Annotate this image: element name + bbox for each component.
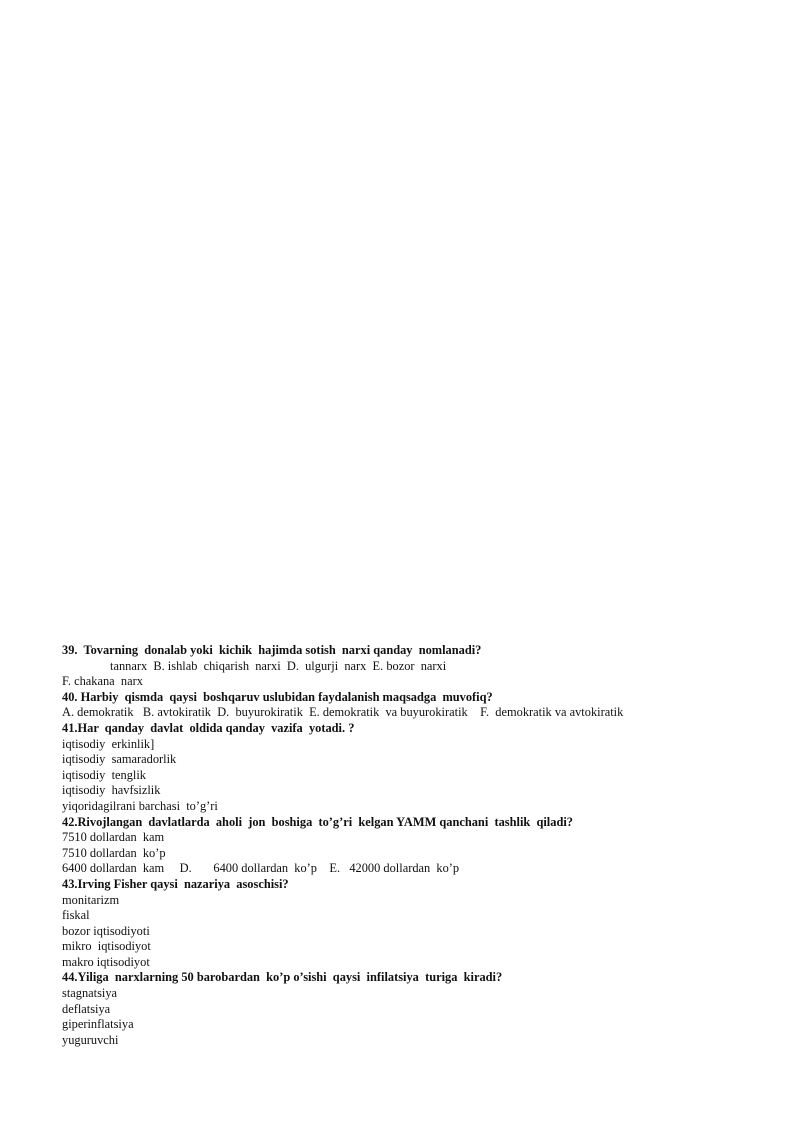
answer-line: F. chakana narx bbox=[62, 674, 143, 689]
question-block bbox=[62, 690, 762, 721]
question-text: 39. Tovarning donalab yoki kichik hajimda sotish narxi qanday nomlanadi? bbox=[62, 643, 482, 657]
answer-line: iqtisodiy tenglik bbox=[62, 767, 146, 782]
answer-line: monitarizm bbox=[62, 892, 120, 907]
question-list bbox=[62, 643, 762, 1048]
question-block bbox=[62, 815, 762, 877]
answer-line: bozor iqtisodiyoti bbox=[62, 923, 150, 938]
question-text: 43.Irving Fisher qaysi nazariya asoschisi? bbox=[62, 876, 289, 891]
answer-line: mikro iqtisodiyot bbox=[62, 939, 151, 954]
answer-line: 7510 dollardan ko’p bbox=[62, 845, 166, 860]
answer-line: giperinflatsiya bbox=[62, 1017, 134, 1032]
question-block bbox=[62, 721, 762, 815]
question-text: 44.Yiliga narxlarning 50 barobardan ko’p o’sishi qaysi infilatsiya turiga kiradi? bbox=[62, 970, 503, 985]
question-text: 40. Harbiy qismda qaysi boshqaruv uslubidan faydalanish maqsadga muvofiq? bbox=[62, 689, 493, 704]
answer-line: iqtisodiy samaradorlik bbox=[62, 752, 177, 767]
answer-line: tannarx B. ishlab chiqarish narxi D. ulgurji narx E. bozor narxi bbox=[110, 658, 447, 673]
answer-line: fiskal bbox=[62, 908, 90, 923]
answer-line: 6400 dollardan kam D. 6400 dollardan ko’p E. 42000 dollardan ko’p bbox=[62, 861, 460, 876]
answer-line: makro iqtisodiyot bbox=[62, 954, 150, 969]
answer-line: yuguruvchi bbox=[62, 1032, 119, 1047]
question-block bbox=[62, 643, 762, 690]
answer-line: stagnatsiya bbox=[62, 986, 118, 1001]
question-block bbox=[62, 970, 762, 1048]
question-block bbox=[62, 877, 762, 971]
question-text: 42.Rivojlangan davlatlarda aholi jon boshiga to’g’ri kelgan YAMM qanchani tashlik qiladi? bbox=[62, 814, 573, 829]
answer-line: yiqoridagilrani barchasi to’g’ri bbox=[62, 798, 218, 813]
answer-line: A. demokratik B. avtokiratik D. buyurokiratik E. demokratik va buyurokiratik F. demokratik va avtokiratik bbox=[62, 705, 624, 720]
answer-line: iqtisodiy havfsizlik bbox=[62, 783, 161, 798]
question-text: 41.Har qanday davlat oldida qanday vazifa yotadi. ? bbox=[62, 720, 355, 735]
answer-line: deflatsiya bbox=[62, 1001, 111, 1016]
answer-line: iqtisodiy erkinlik] bbox=[62, 736, 155, 751]
answer-line: 7510 dollardan kam bbox=[62, 830, 165, 845]
